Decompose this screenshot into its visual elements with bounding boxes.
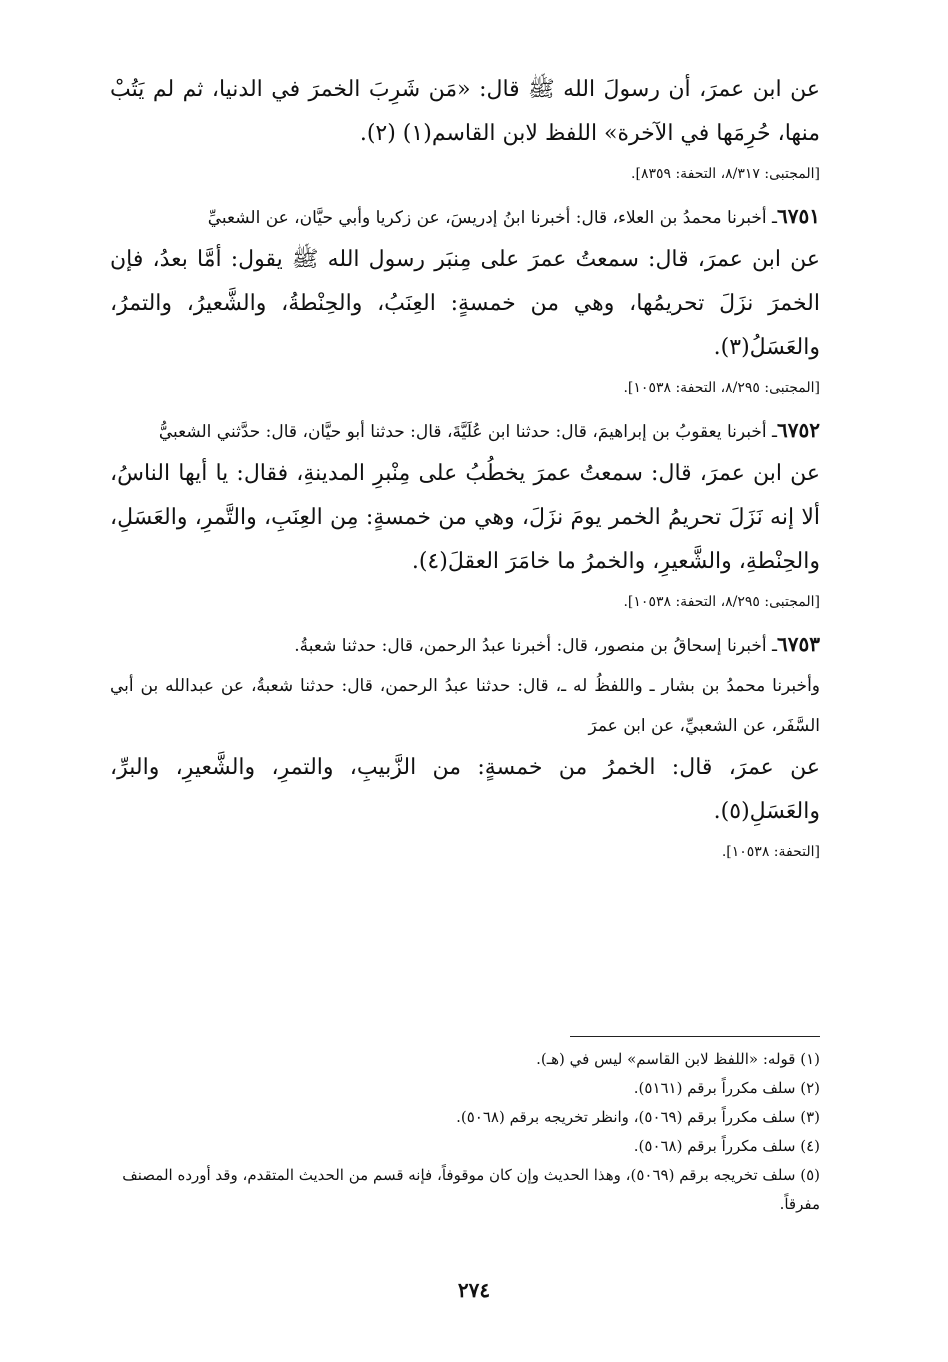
hadith-chain-6753-b: [110, 666, 820, 746]
hadith-chain-6751: [110, 196, 820, 238]
hadith-number: ٦٧٥١: [777, 204, 820, 228]
chain-text: ـ أخبرنا إسحاقُ بن منصور، قال: أخبرنا عبدُ الرحمن، قال: حدثنا شعبةُ.: [294, 636, 778, 656]
reference-1: [المجتبى: ٨/٣١٧، التحفة: ٨٣٥٩].: [631, 166, 820, 182]
reference-6752: [المجتبى: ٨/٢٩٥، التحفة: ١٠٥٣٨].: [623, 594, 820, 610]
hadith-text-1: عن ابن عمرَ، أن رسولَ الله ﷺ قال: «مَن شَرِبَ الخمرَ في الدنيا، ثم لم يَتُبْ منها، حُرِمَها في الآخرة» اللفظ لابن القاسم(١) (٢).: [110, 77, 820, 146]
reference-6753: [التحفة: ١٠٥٣٨].: [721, 844, 820, 860]
footnote-divider: [570, 1036, 820, 1037]
chain-text: ـ أخبرنا محمدُ بن العلاء، قال: أخبرنا ابنُ إدريسَ، عن زكريا وأبي حيَّان، عن الشعبيِّ: [207, 208, 778, 228]
chain-text: ـ أخبرنا يعقوبُ بن إبراهيمَ، قال: حدثنا ابن عُلَيَّةَ، قال: حدثنا أبو حيَّان، قال: حدَّثني الشعبيُّ: [158, 422, 778, 442]
hadith-text-6753: عن عمرَ، قال: الخمرُ من خمسةٍ: من الزَّبيبِ، والتمرِ، والشَّعيرِ، والبرِّ، والعَسَلِ(٥).: [110, 755, 820, 824]
footnote-1: (١) قوله: «اللفظ لابن القاسم» ليس في (هـ).: [536, 1050, 820, 1068]
footnote-2: (٢) سلف مكرراً برقم (٥١٦١).: [633, 1079, 820, 1097]
hadith-text-6751: عن ابن عمرَ، قال: سمعتُ عمرَ على مِنبَر رسول الله ﷺ يقول: أمَّا بعدُ، فإن الخمرَ نزَلَ تحريمُها، وهي من خمسةٍ: العِنَبُ، والحِنْطةُ، والشَّعيرُ، والتمرُ، والعَسَلُ(٣).: [110, 247, 820, 360]
footnotes: [110, 1036, 820, 1219]
reference-6751: [المجتبى: ٨/٢٩٥، التحفة: ١٠٥٣٨].: [623, 380, 820, 396]
hadith-chain-6752: [110, 410, 820, 452]
footnote-5: (٥) سلف تخريجه برقم (٥٠٦٩)، وهذا الحديث وإن كان موقوفاً، فإنه قسم من الحديث المتقدم، وقد أورده المصنف مفرقاً.: [122, 1166, 820, 1213]
hadith-number: ٦٧٥٢: [777, 418, 820, 442]
chain-text: وأخبرنا محمدُ بن بشار ـ واللفظُ له ـ، قال: حدثنا عبدُ الرحمن، قال: حدثنا شعبةُ، عن عبدالله بن أبي السَّفَر، عن الشعبيِّ، عن ابن عمرَ: [110, 676, 820, 736]
hadith-text-6752: عن ابن عمرَ، قال: سمعتُ عمرَ يخطُبُ على مِنْبرِ المدينةِ، فقال: يا أيها الناسُ، ألا إنه نَزَلَ تحريمُ الخمر يومَ نزَلَ، وهي من خمسةٍ: مِن العِنَبِ، والتَّمرِ، والعَسَلِ، والحِنْطةِ، والشَّعيرِ، والخمرُ ما خامَرَ العقلَ(٤).: [110, 461, 820, 574]
hadith-number: ٦٧٥٣: [777, 632, 820, 656]
page-number: ٢٧٤: [457, 1278, 491, 1302]
main-text: [110, 68, 820, 874]
hadith-chain-6753: [110, 624, 820, 666]
footnote-3: (٣) سلف مكرراً برقم (٥٠٦٩)، وانظر تخريجه برقم (٥٠٦٨).: [456, 1108, 820, 1126]
footnote-4: (٤) سلف مكرراً برقم (٥٠٦٨).: [633, 1137, 820, 1155]
